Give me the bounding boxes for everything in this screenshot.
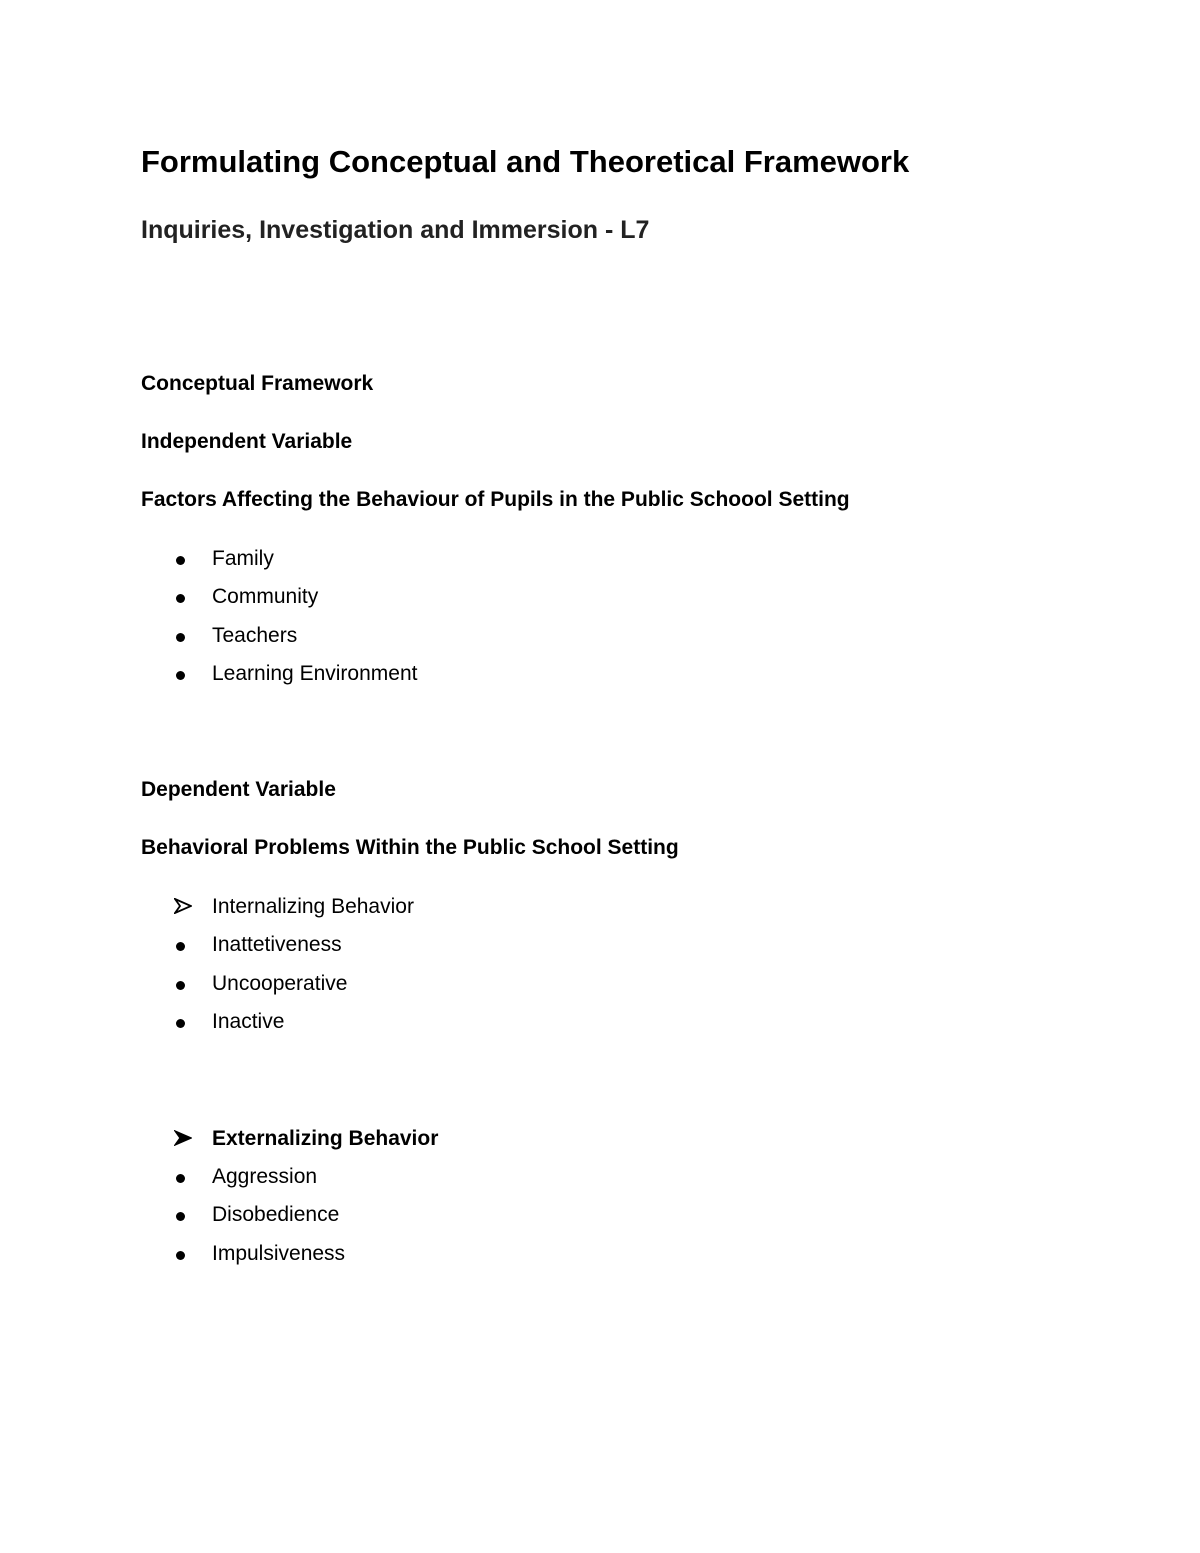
list-item-label: Aggression	[212, 1164, 318, 1188]
list-item-label: Family	[212, 546, 274, 570]
list-item	[141, 1201, 339, 1227]
bullet-dot-icon	[141, 973, 212, 994]
externalizing-behavior-label: Externalizing Behavior	[212, 1126, 439, 1150]
list-item	[141, 583, 318, 609]
list-item-label: Inattetiveness	[212, 932, 342, 956]
list-item	[141, 545, 274, 571]
dependent-variable-subheading: Behavioral Problems Within the Public School Setting	[141, 836, 679, 859]
list-item	[141, 660, 417, 686]
bullet-dot-icon	[141, 663, 212, 684]
document-title: Formulating Conceptual and Theoretical Framework	[141, 144, 910, 179]
list-item	[141, 1163, 317, 1189]
bullet-dot-icon	[141, 1243, 212, 1264]
list-item-label: Inactive	[212, 1009, 285, 1033]
bullet-dot-icon	[141, 586, 212, 607]
bullet-dot-icon	[141, 1204, 212, 1225]
list-item-label: Learning Environment	[212, 661, 418, 685]
list-item-label: Uncooperative	[212, 971, 348, 995]
arrowhead-bullet-icon	[141, 898, 212, 914]
list-item-label: Teachers	[212, 623, 298, 647]
arrowhead-bullet-icon	[141, 1130, 212, 1146]
dependent-variable-heading: Dependent Variable	[141, 778, 336, 801]
externalizing-behavior-item	[141, 1125, 438, 1151]
bullet-dot-icon	[141, 625, 212, 646]
bullet-dot-icon	[141, 934, 212, 955]
list-item-label: Impulsiveness	[212, 1241, 346, 1265]
internalizing-behavior-item	[141, 893, 414, 919]
list-item	[141, 970, 347, 996]
list-item-label: Community	[212, 584, 319, 608]
independent-variable-heading: Independent Variable	[141, 430, 353, 453]
bullet-dot-icon	[141, 1166, 212, 1187]
list-item-label: Disobedience	[212, 1202, 340, 1226]
conceptual-framework-heading: Conceptual Framework	[141, 372, 374, 395]
independent-variable-subheading: Factors Affecting the Behaviour of Pupils in the Public Schoool Setting	[141, 488, 850, 511]
bullet-dot-icon	[141, 548, 212, 569]
internalizing-behavior-label: Internalizing Behavior	[212, 894, 414, 918]
bullet-dot-icon	[141, 1011, 212, 1032]
document-subtitle: Inquiries, Investigation and Immersion - L7	[141, 216, 650, 244]
list-item	[141, 622, 297, 648]
list-item	[141, 1240, 345, 1266]
list-item	[141, 1008, 284, 1034]
list-item	[141, 931, 342, 957]
